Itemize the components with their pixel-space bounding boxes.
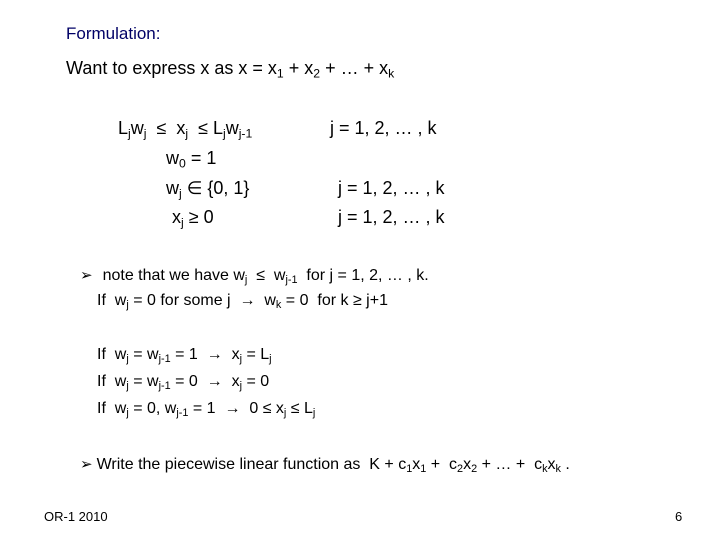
constraint-nonneg-index: j = 1, 2, … , k — [338, 207, 445, 227]
note-implication: If $w_j = 0$ for some $j \to w_k = 0$ for k ≥ j+1 — [97, 292, 388, 312]
page-number: 6 — [675, 509, 683, 524]
arrow-bullet-icon: ➢ — [80, 456, 93, 473]
intro-line: Want to express x as $x = x_1 + x_2$ + … + $x_k$ — [66, 58, 395, 81]
constraint-bound: $L_jw_j \le x_j \le L_jw_{j-1}$ — [118, 118, 253, 141]
footer-course-label: OR-1 2010 — [44, 509, 108, 524]
case-line-3: If $w_j = 0$, $w_{j-1} = 1 \to 0 \le x_j \le L_j$ — [97, 400, 316, 420]
constraint-w0: $w_0 = 1$ — [166, 148, 217, 171]
note-bullet: ➢ note that we have $w_j \le w_{j-1}$ for j = 1, 2, … , k. — [80, 267, 429, 287]
case-line-1: If $w_j = w_{j-1} = 1 \to x_j = L_j$ — [97, 346, 272, 366]
slide-heading: Formulation: — [66, 24, 161, 43]
constraint-binary-index: j = 1, 2, … , k — [338, 178, 445, 198]
constraint-bound-index: j = 1, 2, … , k — [330, 118, 437, 138]
arrow-bullet-icon: ➢ — [80, 267, 93, 284]
constraint-nonneg: $x_j \ge 0$ — [172, 207, 214, 230]
piecewise-bullet: ➢ Write the piecewise linear function as $K + c_1x_1 + c_2x_2$ + … + $c_kx_k$ . — [80, 456, 570, 476]
case-line-2: If $w_j = w_{j-1} = 0 \to x_j = 0$ — [97, 373, 270, 393]
constraint-binary: $w_j$ ∈ {0, 1} — [166, 178, 250, 201]
